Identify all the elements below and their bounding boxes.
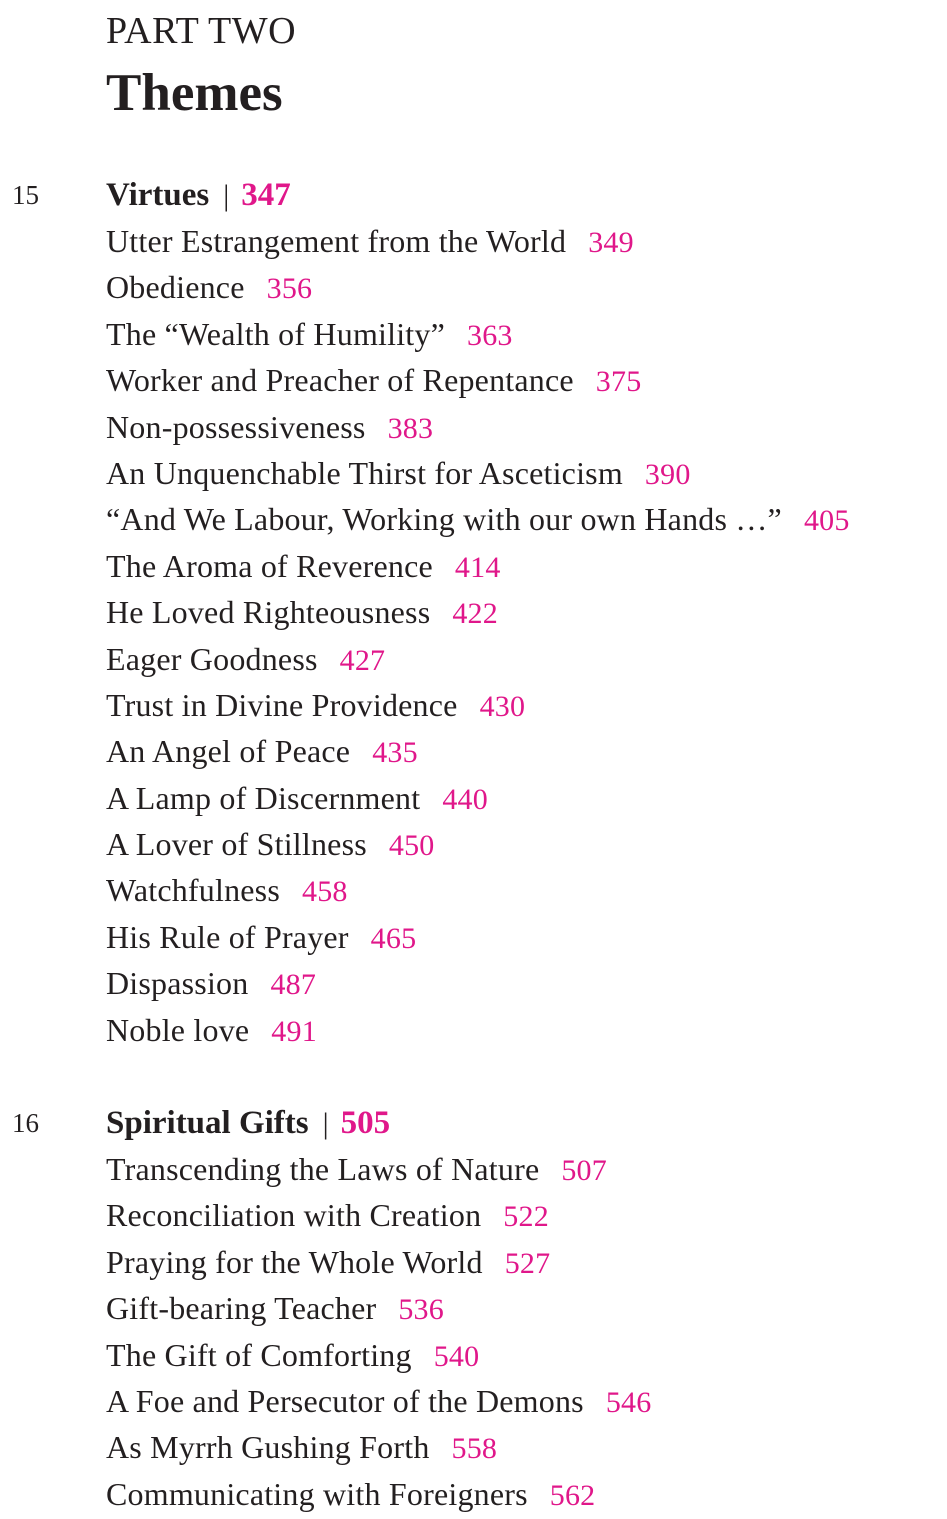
entry-title: Eager Goodness — [106, 640, 318, 677]
entry-page-number: 527 — [504, 1246, 551, 1280]
toc-entry — [106, 821, 850, 867]
entry-page-number: 546 — [605, 1385, 652, 1419]
entry-page-number: 465 — [370, 921, 417, 955]
entry-page-number: 558 — [451, 1432, 498, 1466]
entry-page-number: 458 — [302, 875, 348, 909]
toc-entry — [106, 728, 850, 774]
toc-entry — [106, 682, 850, 728]
toc-entry — [106, 1007, 850, 1053]
entry-title: Utter Estrangement from the World — [106, 223, 567, 259]
entry-page-number: 491 — [271, 1014, 317, 1048]
toc-entry — [106, 1285, 651, 1331]
chapter-entries — [106, 1146, 651, 1517]
toc-entry — [106, 1332, 651, 1378]
entry-page-number: 450 — [388, 829, 435, 863]
toc-entry — [106, 311, 850, 357]
toc-entry — [106, 1378, 651, 1424]
entry-title: The “Wealth of Humility” — [106, 315, 446, 352]
chapter-title: Virtues — [106, 177, 210, 213]
entry-page-number: 422 — [452, 597, 498, 631]
entry-title: A Lamp of Discernment — [106, 779, 421, 816]
toc-entry — [106, 775, 850, 821]
chapter-separator: | — [322, 1107, 329, 1140]
entry-title: Noble love — [106, 1011, 250, 1048]
entry-page-number: 390 — [644, 457, 691, 491]
toc-entry — [106, 1471, 651, 1517]
toc-entry — [106, 1424, 651, 1470]
entry-title: Trust in Divine Providence — [106, 686, 458, 723]
toc-entry — [106, 404, 850, 450]
entry-page-number: 427 — [339, 643, 386, 677]
entry-page-number: 435 — [372, 736, 418, 770]
chapter-number: 16 — [12, 1108, 39, 1138]
part-label: PART TWO — [106, 10, 297, 52]
entry-title: Transcending the Laws of Nature — [106, 1151, 540, 1187]
entry-title: Communicating with Foreigners — [106, 1475, 528, 1512]
entry-title: The Gift of Comforting — [106, 1336, 412, 1373]
toc-entry — [106, 589, 850, 635]
toc-entry — [106, 1192, 651, 1238]
entry-page-number: 536 — [398, 1293, 444, 1327]
entry-title: Gift-bearing Teacher — [106, 1290, 377, 1327]
entry-page-number: 405 — [803, 504, 850, 538]
part-title: Themes — [106, 64, 283, 122]
entry-title: Watchfulness — [106, 872, 280, 909]
entry-title: Reconciliation with Creation — [106, 1197, 482, 1234]
entry-page-number: 375 — [595, 365, 642, 399]
entry-page-number: 487 — [270, 968, 317, 1002]
toc-entry — [106, 1239, 651, 1285]
chapter-heading — [106, 1100, 390, 1146]
entry-title: Worker and Preacher of Repentance — [106, 362, 574, 399]
toc-entry — [106, 496, 850, 542]
toc-entry — [106, 357, 850, 403]
chapter-separator: | — [223, 179, 230, 212]
chapter-number: 15 — [12, 180, 39, 210]
entry-page-number: 363 — [467, 318, 513, 352]
entry-title: The Aroma of Reverence — [106, 547, 433, 584]
entry-page-number: 349 — [588, 226, 634, 259]
toc-entry — [106, 1146, 651, 1192]
toc-entry — [106, 914, 850, 960]
entry-title: “And We Labour, Working with our own Hands …” — [106, 501, 782, 538]
entry-page-number: 414 — [454, 550, 501, 584]
entry-title: Dispassion — [106, 965, 249, 1002]
entry-title: As Myrrh Gushing Forth — [106, 1429, 430, 1466]
chapter-page-number: 505 — [340, 1105, 391, 1141]
entry-page-number: 522 — [503, 1200, 549, 1234]
entry-title: An Angel of Peace — [106, 733, 351, 770]
toc-entry — [106, 543, 850, 589]
toc-entry — [106, 450, 850, 496]
chapter-page-number: 347 — [241, 177, 291, 213]
entry-page-number: 440 — [442, 782, 488, 816]
entry-page-number: 356 — [266, 272, 313, 306]
entry-title: A Lover of Stillness — [106, 826, 367, 863]
entry-page-number: 507 — [561, 1154, 607, 1187]
chapter-entries — [106, 218, 850, 1053]
toc-entry — [106, 218, 850, 264]
entry-page-number: 430 — [479, 689, 526, 723]
chapter-heading — [106, 172, 291, 218]
entry-title: An Unquenchable Thirst for Asceticism — [106, 454, 623, 491]
entry-page-number: 540 — [433, 1339, 480, 1373]
toc-entry — [106, 636, 850, 682]
toc-entry — [106, 960, 850, 1006]
entry-title: Non-possessiveness — [106, 408, 366, 445]
entry-title: Obedience — [106, 269, 245, 306]
toc-entry — [106, 867, 850, 913]
entry-title: Praying for the Whole World — [106, 1243, 483, 1280]
entry-title: He Loved Righteousness — [106, 594, 431, 631]
entry-page-number: 383 — [387, 411, 434, 445]
entry-title: A Foe and Persecutor of the Demons — [106, 1382, 584, 1419]
entry-title: His Rule of Prayer — [106, 918, 349, 955]
entry-page-number: 562 — [549, 1478, 596, 1512]
chapter-title: Spiritual Gifts — [106, 1105, 309, 1141]
toc-entry — [106, 264, 850, 310]
